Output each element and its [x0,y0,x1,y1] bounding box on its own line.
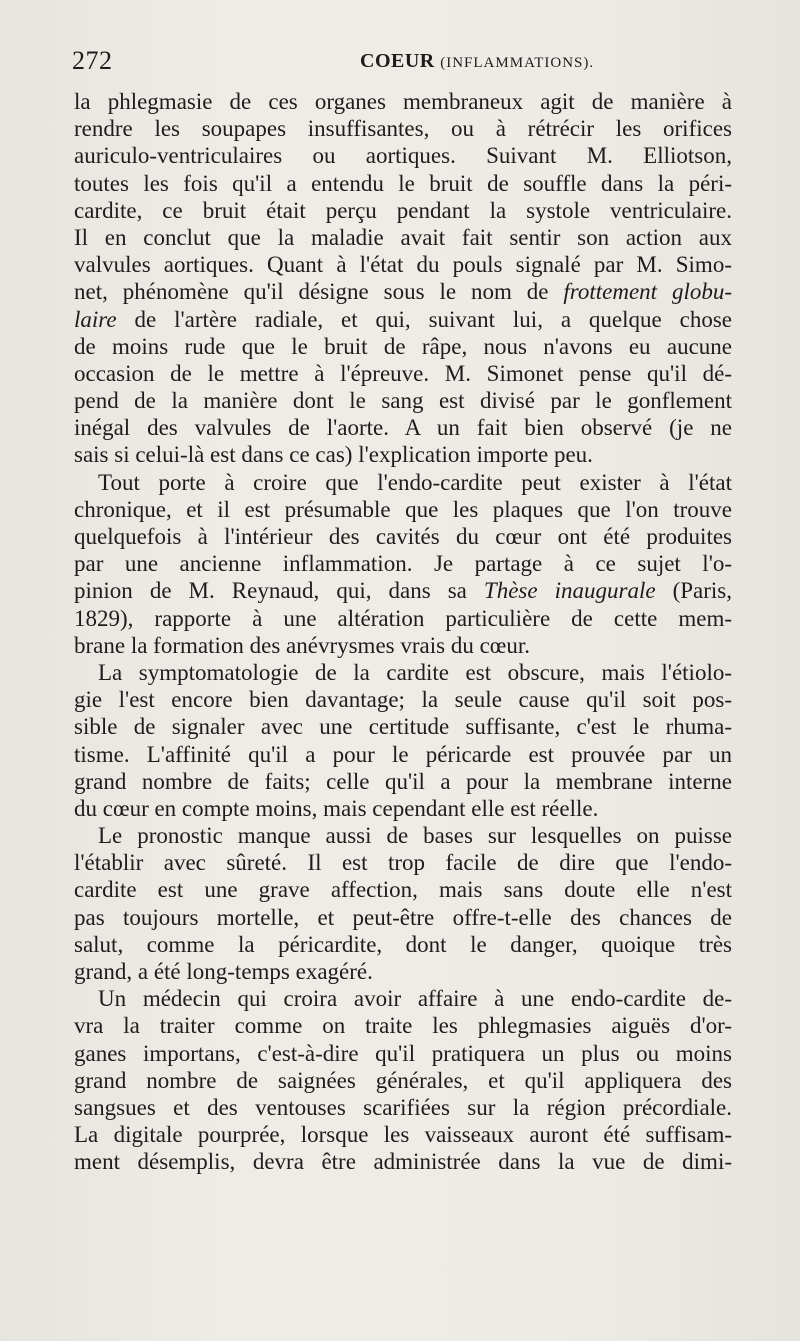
italic-title: Thèse inaugurale [483,578,656,604]
text-line: ganes importans, c'est-à-dire qu'il pratiquera un plus ou moins [74,1040,732,1066]
text-line: grand nombre de saignées générales, et qu'il appliquera des [74,1067,732,1093]
text-line: La digitale pourprée, lorsque les vaisseaux auront été suffisam- [74,1122,732,1148]
text-line: chronique, et il est présumable que les plaques que l'on trouve [74,496,732,522]
text-line: sangsues et des ventouses scarifiées sur la région précordiale. [74,1094,732,1120]
text-line: sais si celui-là est dans ce cas) l'explication importe peu. [74,442,593,468]
text-run: pinion de M. Reynaud, qui, dans sa [74,578,484,604]
text-line: auriculo-ventriculaires ou aortiques. Suivant M. Elliotson, [74,143,732,169]
text-line: quelquefois à l'intérieur des cavités du cœur ont été produites [74,524,732,549]
italic-term: frottement globu- [563,279,732,305]
text-line: Le pronostic manque aussi de bases sur lesquelles on puisse [98,823,732,849]
text-line: Il en conclut que la maladie avait fait sentir son action aux [74,224,732,250]
running-head [360,50,594,73]
text-line: cardite, ce bruit était perçu pendant la systole ventriculaire. [74,197,732,223]
text-line: sible de signaler avec une certitude suffisante, c'est le rhuma- [74,714,732,740]
page-header [72,46,730,82]
text-line: toutes les fois qu'il a entendu le bruit de souffle dans la péri- [74,170,732,196]
text-line: brane la formation des anévrysmes vrais du cœur. [74,632,531,658]
text-line: pas toujours mortelle, et peut-être offre-t-elle des chances de [74,904,732,930]
text-line: inégal des valvules de l'aorte. A un fait bien observé (je ne [74,415,732,441]
text-line: Tout porte à croire que l'endo-cardite peut exister à l'état [98,469,732,495]
text-run: net, phénomène qu'il désigne sous le nom de [74,279,564,305]
text-line: ment désemplis, devra être administrée dans la vue de dimi- [74,1149,732,1175]
text-line: vra la traiter comme on traite les phlegmasies aiguës d'or- [74,1013,732,1039]
text-line: grand nombre de faits; celle qu'il a pour la membrane interne [74,768,732,794]
text-line [74,306,732,333]
text-line: du cœur en compte moins, mais cependant elle est réelle. [74,795,599,821]
running-head-main: COEUR [360,50,435,72]
text-line: La symptomatologie de la cardite est obscure, mais l'étiolo- [98,659,732,685]
text-line: 1829), rapporte à une altération particulière de cette mem- [74,605,732,631]
text-line: l'établir avec sûreté. Il est trop facile de dire que l'endo- [74,850,732,876]
italic-term: laire [74,306,117,332]
text-run: (Paris, [655,578,732,604]
text-line: grand, a été long-temps exagéré. [74,959,373,984]
text-run: de l'artère radiale, et qui, suivant lui, a quelque chose [116,306,732,332]
text-line: cardite est une grave affection, mais sans doute elle n'est [74,877,732,903]
text-line: Un médecin qui croira avoir affaire à une endo-cardite de- [98,986,732,1012]
text-line: occasion de le mettre à l'épreuve. M. Simonet pense qu'il dé- [74,360,732,386]
running-head-subtitle: (INFLAMMATIONS). [440,55,595,71]
text-line: pend de la manière dont le sang est divisé par le gonflement [74,388,732,414]
text-line: gie l'est encore bien davantage; la seule cause qu'il soit pos- [74,687,732,713]
text-line [74,577,732,604]
body-text [74,88,732,1176]
text-line: de moins rude que le bruit de râpe, nous n'avons eu aucune [74,333,732,359]
text-line: par une ancienne inflammation. Je partage à ce sujet l'o- [74,551,732,577]
text-line: tisme. L'affinité qu'il a pour le péricarde est prouvée par un [74,741,732,767]
text-line: rendre les soupapes insuffisantes, ou à rétrécir les orifices [74,116,732,142]
page-number: 272 [72,46,113,75]
text-line: la phlegmasie de ces organes membraneux agit de manière à [74,89,732,114]
text-line: valvules aortiques. Quant à l'état du pouls signalé par M. Simo- [74,252,732,278]
text-line: salut, comme la péricardite, dont le danger, quoique très [74,931,732,957]
text-line [74,278,732,305]
